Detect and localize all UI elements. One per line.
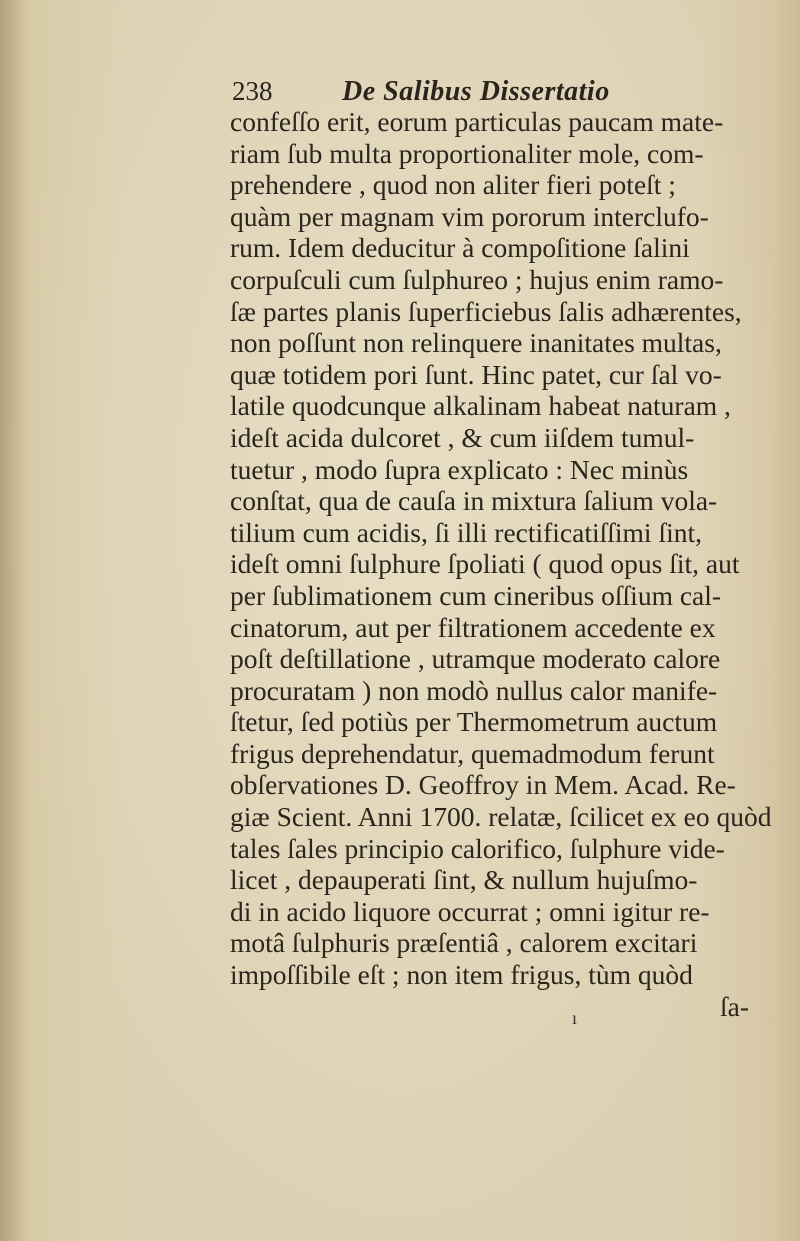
body-text	[230, 106, 772, 1028]
text-line: tuetur , modo ſupra explicato : Nec minùs	[230, 453, 689, 485]
text-line: latile quodcunque alkalinam habeat naturam ,	[230, 390, 731, 422]
text-line: quàm per magnam vim pororum interclufo-	[230, 200, 709, 232]
text-line: giæ Scient. Anni 1700. relatæ, ſcilicet ex eo quòd	[230, 801, 772, 833]
text-line: non poſſunt non relinquere inanitates multas,	[230, 327, 722, 359]
catchword: ſa-	[720, 990, 750, 1022]
text-line: tilium cum acidis, ſi illi rectificatiſſimi ſint,	[230, 516, 702, 548]
text-line: per ſublimationem cum cineribus oſſium cal-	[230, 579, 722, 611]
text-line: cinatorum, aut per filtrationem accedente ex	[230, 611, 716, 643]
page-number: 238	[232, 76, 273, 106]
text-line: impoſſibile eſt ; non item frigus, tùm quòd	[230, 959, 693, 991]
text-line: procuratam ) non modò nullus calor manife-	[230, 674, 718, 706]
gutter-shadow	[0, 0, 26, 1241]
text-line: tales ſales principio calorifico, ſulphure vide-	[230, 832, 725, 864]
text-line: ideſt omni ſulphure ſpoliati ( quod opus ſit, aut	[230, 548, 740, 580]
text-line: rum. Idem deducitur à compoſitione ſalini	[230, 232, 690, 264]
text-line: quæ totidem pori ſunt. Hinc patet, cur ſal vo-	[230, 358, 722, 390]
text-line: conſtat, qua de cauſa in mixtura ſalium vola-	[230, 485, 718, 517]
text-line: licet , depauperati ſint, & nullum hujuſmo-	[230, 864, 698, 896]
text-line: riam ſub multa proportionaliter mole, com-	[230, 137, 704, 169]
text-line: ideſt acida dulcoret , & cum iiſdem tumul-	[230, 421, 695, 453]
text-line: frigus deprehendatur, quemadmodum ferunt	[230, 737, 715, 769]
text-line: corpuſculi cum ſulphureo ; hujus enim ramo-	[230, 263, 724, 295]
text-line: confeſſo erit, eorum particulas paucam mate-	[230, 106, 724, 137]
text-line: poſt deſtillatione , utramque moderato calore	[230, 643, 721, 675]
text-line: di in acido liquore occurrat ; omni igitur re-	[230, 895, 710, 927]
running-title: De Salibus Dissertatio	[342, 76, 610, 107]
signature-mark: ı	[572, 1008, 578, 1028]
text-line: obſervationes D. Geoffroy in Mem. Acad. Re-	[230, 769, 736, 801]
text-line: ſæ partes planis ſuperficiebus ſalis adhærentes,	[230, 295, 742, 327]
text-line: prehendere , quod non aliter fieri poteſt ;	[230, 169, 676, 201]
text-line: ſtetur, ſed potiùs per Thermometrum auctum	[230, 706, 718, 738]
text-line: motâ ſulphuris præſentiâ , calorem excitari	[230, 927, 698, 959]
